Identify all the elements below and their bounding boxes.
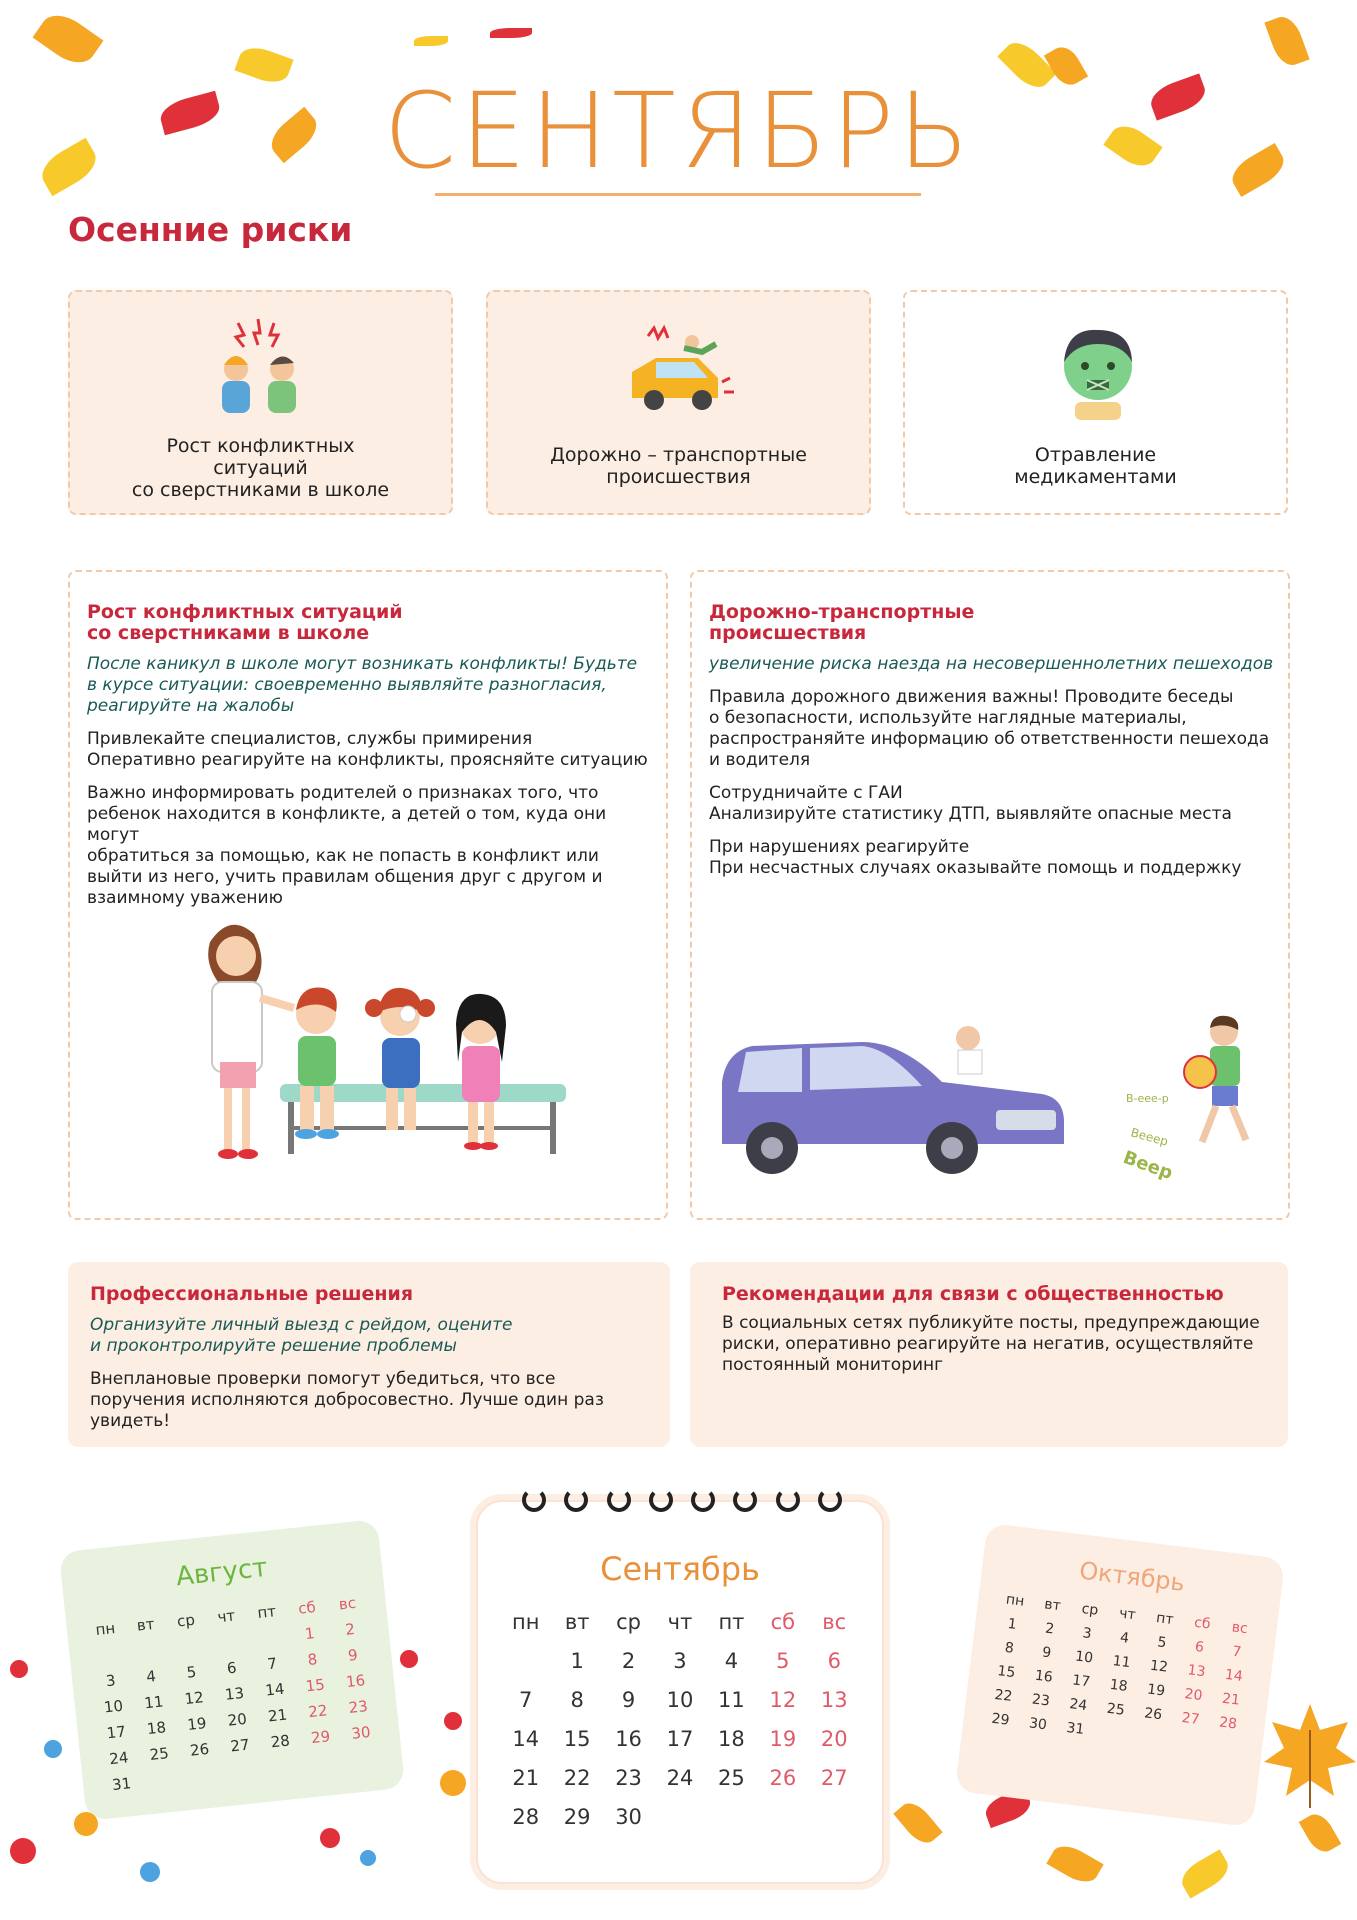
leaf-decoration [490, 28, 532, 38]
professional-heading: Профессиональные решения [90, 1283, 414, 1305]
calendar-day: 18 [1108, 1676, 1129, 1695]
calendar-day: 3 [105, 1671, 117, 1691]
weekday-header: ср [1080, 1600, 1100, 1619]
traffic-subheading: увеличение риска наезда на несовершеннолетних пешеходов [709, 654, 1274, 674]
flower-decoration [10, 1838, 36, 1864]
ring-icon [733, 1488, 757, 1512]
beep-text: Beep [1120, 1146, 1176, 1185]
calendar-day: 11 [718, 1688, 745, 1712]
flower-decoration [140, 1862, 160, 1882]
calendar-day: 3 [673, 1649, 687, 1673]
calendar-day: 6 [1193, 1638, 1205, 1656]
calendar-day: 15 [996, 1663, 1017, 1682]
calendar-day: 29 [563, 1805, 591, 1829]
traffic-details [690, 570, 1290, 1220]
weekday-header: вс [1230, 1619, 1249, 1638]
calendar-day: 13 [224, 1683, 245, 1704]
weekday-header: чт [667, 1610, 693, 1634]
calendar-day: 8 [306, 1650, 319, 1669]
calendar-day: 5 [776, 1649, 790, 1673]
calendar-day: 12 [769, 1688, 797, 1712]
weekday-header: сб [770, 1610, 796, 1634]
calendar-day: 23 [615, 1766, 642, 1790]
calendar-day: 29 [990, 1710, 1011, 1729]
pr-heading: Рекомендации для связи с общественностью [722, 1283, 1224, 1305]
conflict-paragraph: Привлекайте специалистов, службы примирения Оперативно реагируйте на конфликты, проясняйте ситуацию [87, 729, 648, 770]
calendar-day: 25 [718, 1766, 745, 1790]
weekday-header: вт [1043, 1596, 1062, 1615]
calendar-day: 11 [1111, 1653, 1132, 1672]
weekday-header: вс [822, 1610, 847, 1634]
calendar-day: 26 [769, 1766, 797, 1790]
weekday-header: пн [1005, 1591, 1026, 1610]
calendar-day: 24 [1068, 1696, 1089, 1715]
calendar-day: 28 [512, 1805, 540, 1829]
doctor-children-illustration [190, 912, 570, 1172]
risk-card-conflict [68, 290, 453, 515]
ring-icon [691, 1488, 715, 1512]
calendar-grid [84, 1593, 385, 1796]
pr-text: В социальных сетях публикуйте посты, предупреждающие риски, оперативно реагируйте на негатив, осуществляйте постоянный мониторинг [722, 1313, 1260, 1375]
weekday-header: пт [718, 1610, 745, 1634]
professional-subheading: Организуйте личный выезд с рейдом, оцените и проконтролируйте решение проблемы [90, 1315, 513, 1356]
calendar-day: 26 [1143, 1705, 1163, 1724]
calendar-blank [87, 1644, 129, 1666]
weekday-header: пт [1155, 1610, 1175, 1629]
weekday-header: сб [297, 1597, 317, 1618]
calendar-day: 7 [1231, 1643, 1243, 1661]
calendar-day: 18 [718, 1727, 745, 1751]
sick-face-icon [1053, 322, 1143, 422]
conflict-paragraph: Важно информировать родителей о признаках того, что ребенок находится в конфликте, а детей о том, куда они могут обратиться за помощью, как не попасть в конфликт или выйти из него, учить правилам общения друг с другом и взаимному уважению [87, 783, 607, 908]
weekday-header: пн [511, 1610, 540, 1634]
calendar-day: 19 [1146, 1681, 1166, 1700]
flower-decoration [10, 1660, 28, 1678]
weekday-header: пн [94, 1619, 117, 1639]
ring-icon [522, 1488, 546, 1512]
calendar-september [476, 1500, 884, 1884]
flower-decoration [44, 1740, 62, 1758]
calendar-day: 24 [666, 1766, 694, 1790]
calendar-day: 17 [1071, 1672, 1092, 1691]
calendar-day: 6 [226, 1658, 238, 1678]
leaf-decoration [1264, 12, 1309, 69]
calendar-day: 7 [519, 1688, 533, 1712]
calendar-day: 5 [185, 1662, 198, 1682]
calendar-month-title: Сентябрь [600, 1550, 760, 1588]
calendar-day: 21 [512, 1766, 540, 1790]
calendar-grid [500, 1610, 860, 1829]
calendar-day: 10 [1074, 1648, 1094, 1667]
beep-text: B-eee-p [1126, 1092, 1169, 1105]
calendar-day: 27 [229, 1735, 251, 1756]
ring-icon [818, 1488, 842, 1512]
calendar-day: 19 [186, 1714, 208, 1734]
calendar-day: 8 [570, 1688, 584, 1712]
flower-decoration [360, 1850, 376, 1866]
calendar-day: 20 [820, 1727, 848, 1751]
calendar-day: 16 [345, 1671, 366, 1692]
weekday-header: ср [616, 1610, 641, 1634]
ring-icon [649, 1488, 673, 1512]
calendar-month-title: Август [174, 1552, 269, 1593]
calendar-blank [127, 1640, 169, 1662]
calendar-day: 30 [615, 1805, 642, 1829]
calendar-day: 30 [350, 1722, 372, 1743]
weekday-header: ср [176, 1610, 196, 1631]
calendar-day: 17 [666, 1727, 694, 1751]
conflict-icon [210, 317, 310, 417]
pr-recommendations [690, 1262, 1288, 1447]
weekday-header: чт [1118, 1605, 1137, 1624]
calendar-day: 10 [666, 1688, 694, 1712]
conflict-details [68, 570, 668, 1220]
maple-leaf-icon [1262, 1700, 1357, 1810]
calendar-day: 2 [1044, 1620, 1056, 1638]
calendar-day: 27 [1180, 1709, 1201, 1728]
leaf-decoration [1046, 1839, 1103, 1888]
weekday-header: пт [256, 1602, 277, 1622]
calendar-day: 9 [347, 1645, 359, 1665]
calendar-day: 20 [1183, 1686, 1204, 1705]
risk-card-label: Рост конфликтных ситуаций со сверстниками в школе [131, 435, 390, 501]
calendar-day: 13 [1186, 1662, 1207, 1681]
flower-decoration [440, 1770, 466, 1796]
risk-card-traffic [486, 290, 871, 515]
ring-icon [607, 1488, 631, 1512]
calendar-day: 6 [827, 1649, 841, 1673]
traffic-paragraph: Правила дорожного движения важны! Проводите беседы о безопасности, используйте наглядные материалы, распространяйте информацию об ответственности пешехода и водителя [709, 687, 1270, 770]
risk-card-poisoning [903, 290, 1288, 515]
traffic-heading: Дорожно-транспортные происшествия [709, 601, 975, 644]
professional-text: Внеплановые проверки помогут убедиться, что все поручения исполняются добросовестно. Лучше один раз увидеть! [90, 1369, 604, 1431]
calendar-day: 12 [1149, 1657, 1169, 1676]
calendar-day: 20 [226, 1709, 248, 1730]
calendar-day: 29 [310, 1727, 332, 1748]
risk-card-label: Отравление медикаментами [1014, 444, 1177, 488]
calendar-day: 10 [103, 1696, 124, 1717]
calendar-day: 15 [304, 1675, 326, 1696]
weekday-header: вт [135, 1614, 156, 1635]
calendar-day: 21 [1221, 1690, 1241, 1709]
calendar-day: 22 [993, 1686, 1014, 1705]
calendar-day: 19 [769, 1727, 797, 1751]
calendar-month-title: Октябрь [1077, 1556, 1187, 1598]
leaf-decoration [414, 36, 448, 46]
calendar-day: 2 [621, 1649, 636, 1673]
calendar-day: 24 [108, 1748, 130, 1769]
calendar-day: 9 [1041, 1644, 1053, 1662]
calendar-day: 17 [105, 1722, 127, 1743]
calendar-day: 14 [264, 1679, 286, 1700]
calendar-blank [168, 1635, 210, 1657]
professional-solutions [68, 1262, 670, 1447]
conflict-subheading: После каникул в школе могут возникать конфликты! Будьте в курсе ситуации: своевременно выявляйте разногласия, реагируйте на жалобы [87, 654, 638, 716]
traffic-paragraph: При нарушениях реагируйте При несчастных случаях оказывайте помощь и поддержку [709, 837, 1242, 878]
calendar-rings [522, 1488, 842, 1518]
calendar-day: 1 [304, 1624, 316, 1644]
calendar-blank [500, 1649, 551, 1673]
calendar-day: 1 [1006, 1616, 1018, 1633]
calendar-day: 23 [1031, 1691, 1051, 1710]
calendar-day: 9 [621, 1688, 636, 1712]
calendar-day: 22 [563, 1766, 591, 1790]
calendar-grid [981, 1590, 1260, 1757]
risk-card-label: Дорожно – транспортные происшествия [550, 444, 807, 488]
conflict-heading: Рост конфликтных ситуаций со сверстниками в школе [87, 601, 403, 644]
calendar-blank [248, 1627, 290, 1649]
calendar-october [955, 1523, 1286, 1828]
calendar-day: 22 [307, 1701, 329, 1722]
calendar-day: 23 [347, 1697, 369, 1717]
leaf-decoration [1299, 1809, 1342, 1857]
flower-decoration [74, 1812, 98, 1836]
calendar-day: 11 [143, 1692, 165, 1713]
calendar-day: 30 [1028, 1715, 1048, 1734]
calendar-day: 12 [183, 1688, 205, 1709]
weekday-header: чт [216, 1606, 237, 1627]
weekday-header: сб [1193, 1614, 1212, 1633]
flower-decoration [320, 1828, 340, 1848]
calendar-day: 3 [1081, 1625, 1093, 1643]
flower-decoration [444, 1712, 462, 1730]
calendar-day: 4 [1119, 1629, 1130, 1647]
car-accident-icon [626, 322, 736, 422]
calendar-day: 31 [1065, 1719, 1086, 1738]
calendar-day: 21 [267, 1705, 289, 1726]
calendar-day: 13 [820, 1688, 848, 1712]
calendar-day: 2 [344, 1619, 356, 1639]
leaf-decoration [1176, 1849, 1233, 1898]
leaf-decoration [33, 6, 104, 72]
calendar-day: 8 [1003, 1639, 1015, 1657]
calendar-day: 1 [570, 1649, 584, 1673]
calendar-day: 15 [563, 1727, 591, 1751]
calendar-day: 14 [512, 1727, 540, 1751]
section-title: Осенние риски [68, 210, 353, 249]
calendar-day: 28 [269, 1731, 291, 1752]
calendar-day: 31 [111, 1774, 133, 1795]
page-title: СЕНТЯБРЬ [383, 70, 974, 192]
calendar-day: 16 [1033, 1667, 1054, 1686]
flower-decoration [400, 1650, 418, 1668]
calendar-day: 14 [1224, 1666, 1244, 1685]
calendar-day: 16 [615, 1727, 642, 1751]
calendar-day: 5 [1156, 1634, 1168, 1652]
calendar-day: 27 [820, 1766, 848, 1790]
calendar-august [59, 1519, 405, 1821]
calendar-day: 28 [1218, 1714, 1238, 1733]
calendar-day: 4 [724, 1649, 739, 1673]
beep-text: Beeep [1129, 1125, 1170, 1149]
calendar-blank [208, 1631, 250, 1653]
ring-icon [776, 1488, 800, 1512]
calendar-day: 25 [148, 1744, 170, 1765]
weekday-header: вт [564, 1610, 590, 1634]
calendar-day: 25 [1105, 1700, 1126, 1719]
car-pedestrian-illustration [712, 1012, 1277, 1212]
calendar-day: 18 [146, 1718, 167, 1739]
weekday-header: вс [337, 1593, 357, 1614]
calendar-day: 4 [145, 1667, 157, 1686]
title-underline [435, 193, 921, 196]
calendar-day: 26 [189, 1739, 211, 1760]
leaf-decoration [893, 1797, 942, 1849]
traffic-paragraph: Сотрудничайте с ГАИ Анализируйте статистику ДТП, выявляйте опасные места [709, 783, 1232, 824]
calendar-day: 7 [266, 1654, 278, 1674]
ring-icon [564, 1488, 588, 1512]
